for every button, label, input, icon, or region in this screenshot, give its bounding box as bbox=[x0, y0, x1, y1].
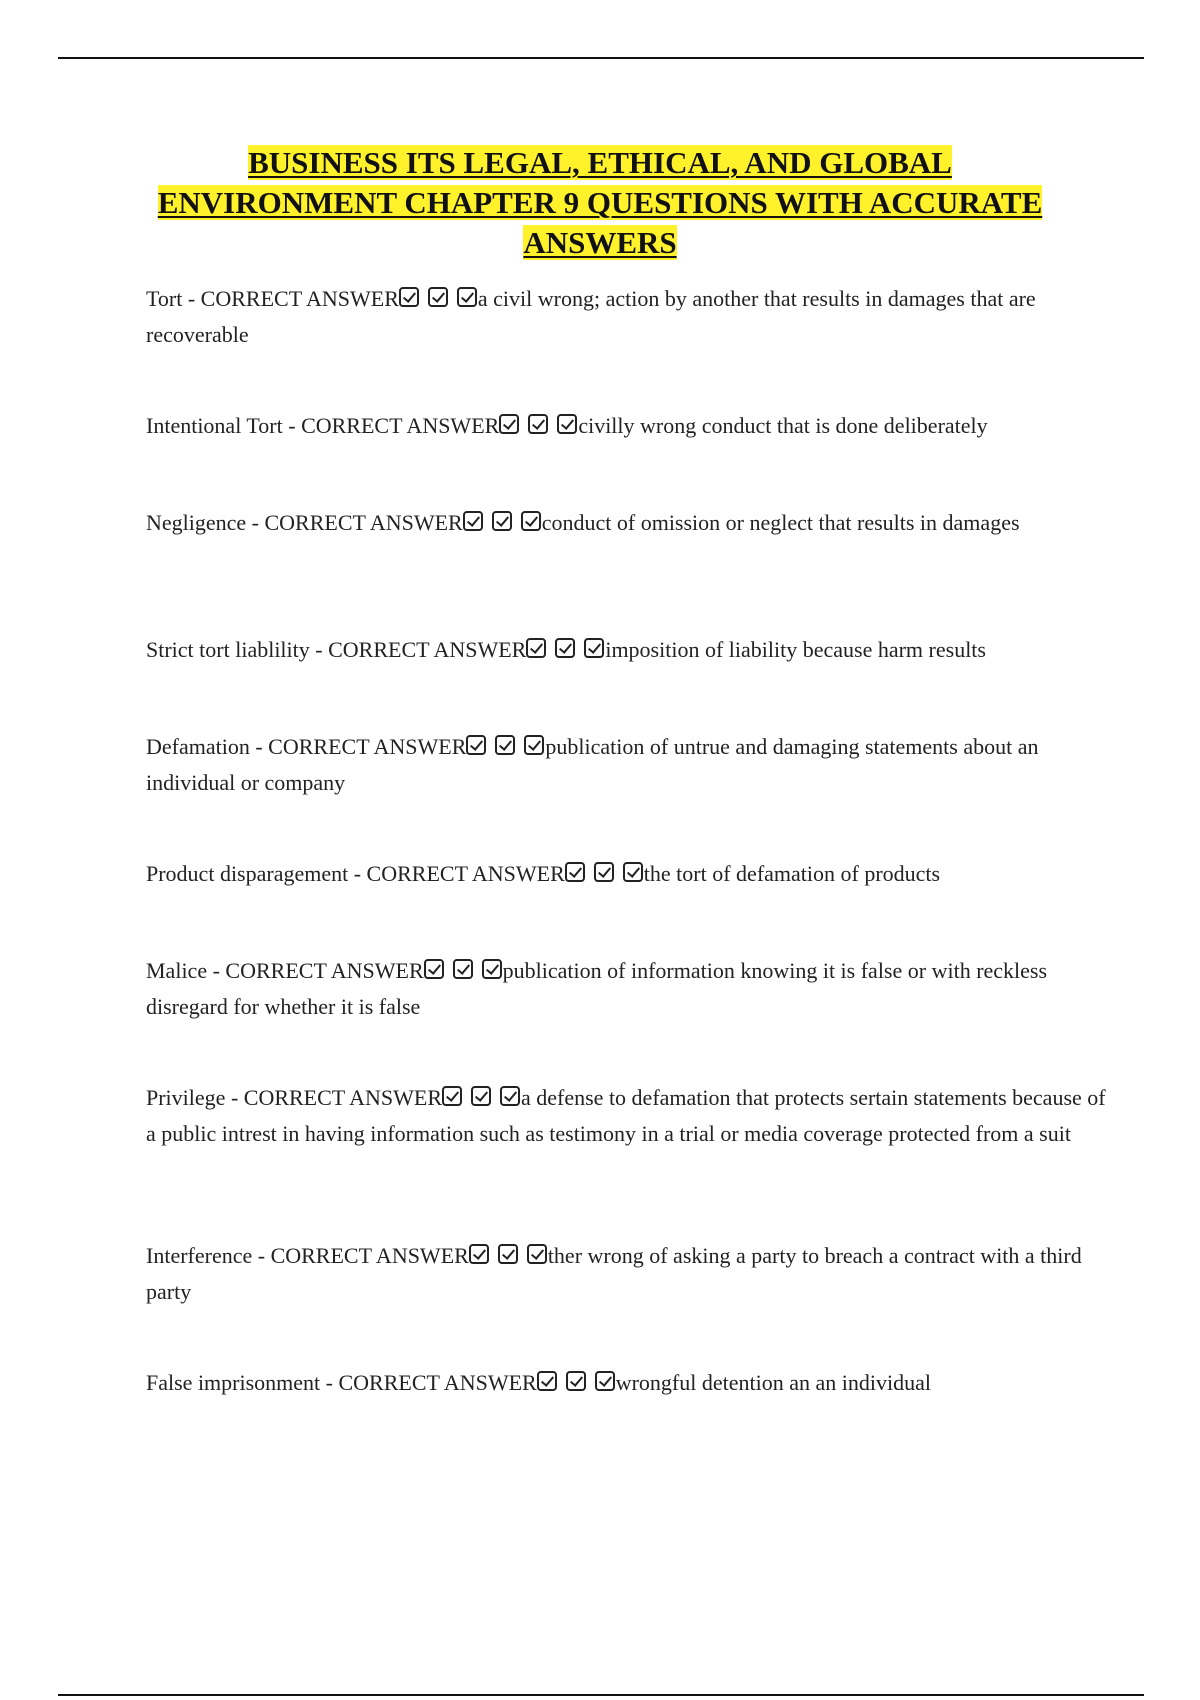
qa-answer: a defense to defamation that protects sertain statements because of a public intrest in having information such as testimony in a trial or media coverage protected from a suit bbox=[146, 1085, 1106, 1146]
qa-separator: - CORRECT ANSWER bbox=[348, 861, 565, 886]
qa-answer: conduct of omission or neglect that results in damages bbox=[541, 510, 1020, 535]
checkbox-icon bbox=[463, 511, 483, 531]
checkbox-icon bbox=[499, 414, 519, 434]
qa-separator: - CORRECT ANSWER bbox=[320, 1370, 537, 1395]
qa-term: Product disparagement bbox=[146, 861, 349, 886]
checkbox-icon bbox=[424, 959, 444, 979]
check-marks bbox=[424, 959, 502, 991]
document-title bbox=[140, 143, 1060, 263]
qa-item-defamation bbox=[146, 731, 1106, 799]
qa-answer: ther wrong of asking a party to breach a contract with a third party bbox=[146, 1243, 1082, 1304]
qa-item-privilege bbox=[146, 1082, 1106, 1150]
qa-answer: the tort of defamation of products bbox=[643, 861, 941, 886]
check-marks bbox=[469, 1244, 547, 1276]
qa-term: Privilege bbox=[146, 1085, 226, 1110]
qa-term: Intentional Tort bbox=[146, 413, 283, 438]
qa-separator: - CORRECT ANSWER bbox=[252, 1243, 469, 1268]
checkbox-icon bbox=[457, 287, 477, 307]
checkbox-icon bbox=[495, 735, 515, 755]
qa-term: Malice bbox=[146, 958, 208, 983]
checkbox-icon bbox=[526, 638, 546, 658]
qa-answer: imposition of liability because harm results bbox=[605, 637, 986, 662]
checkbox-icon bbox=[557, 414, 577, 434]
qa-separator: - CORRECT ANSWER bbox=[225, 1085, 442, 1110]
check-marks bbox=[442, 1086, 520, 1118]
checkbox-icon bbox=[623, 862, 643, 882]
checkbox-icon bbox=[595, 1371, 615, 1391]
checkbox-icon bbox=[469, 1244, 489, 1264]
qa-separator: - CORRECT ANSWER bbox=[207, 958, 424, 983]
checkbox-icon bbox=[584, 638, 604, 658]
checkbox-icon bbox=[442, 1086, 462, 1106]
checkbox-icon bbox=[528, 414, 548, 434]
check-marks bbox=[537, 1371, 615, 1403]
checkbox-icon bbox=[492, 511, 512, 531]
qa-item-product-disparagement bbox=[146, 858, 1106, 894]
qa-term: False imprisonment bbox=[146, 1370, 321, 1395]
checkbox-icon bbox=[566, 1371, 586, 1391]
check-marks bbox=[399, 287, 477, 319]
qa-item-false-imprisonment bbox=[146, 1367, 1106, 1403]
checkbox-icon bbox=[527, 1244, 547, 1264]
checkbox-icon bbox=[482, 959, 502, 979]
checkbox-icon bbox=[500, 1086, 520, 1106]
qa-term: Tort bbox=[146, 286, 183, 311]
qa-separator: - CORRECT ANSWER bbox=[309, 637, 527, 662]
checkbox-icon bbox=[555, 638, 575, 658]
qa-answer: publication of untrue and damaging statements about an individual or company bbox=[146, 734, 1039, 795]
checkbox-icon bbox=[594, 862, 614, 882]
check-marks bbox=[463, 511, 541, 543]
qa-answer: civilly wrong conduct that is done deliberately bbox=[578, 413, 988, 438]
check-marks bbox=[466, 735, 544, 767]
checkbox-icon bbox=[471, 1086, 491, 1106]
title-line-1: BUSINESS ITS LEGAL, ETHICAL, AND GLOBAL bbox=[248, 145, 952, 180]
qa-item-malice bbox=[146, 955, 1106, 1023]
checkbox-icon bbox=[399, 287, 419, 307]
qa-item-intentional-tort bbox=[146, 410, 1106, 446]
qa-answer: wrongful detention an an individual bbox=[615, 1370, 931, 1395]
checkbox-icon bbox=[565, 862, 585, 882]
checkbox-icon bbox=[466, 735, 486, 755]
title-line-2: ENVIRONMENT CHAPTER 9 QUESTIONS WITH ACCURATE bbox=[157, 185, 1043, 220]
title-line-3: ANSWERS bbox=[523, 225, 677, 260]
qa-item-interference bbox=[146, 1240, 1106, 1308]
bottom-rule bbox=[58, 1694, 1144, 1696]
checkbox-icon bbox=[521, 511, 541, 531]
check-marks bbox=[526, 638, 604, 670]
qa-separator: - CORRECT ANSWER bbox=[282, 413, 500, 438]
qa-answer: publication of information knowing it is false or with reckless disregard for whether it is false bbox=[146, 958, 1048, 1019]
qa-separator: - CORRECT ANSWER bbox=[182, 286, 399, 311]
checkbox-icon bbox=[498, 1244, 518, 1264]
qa-separator: - CORRECT ANSWER bbox=[249, 734, 467, 759]
qa-term: Interference bbox=[146, 1243, 253, 1268]
qa-separator: - CORRECT ANSWER bbox=[246, 510, 463, 535]
checkbox-icon bbox=[537, 1371, 557, 1391]
qa-answer: a civil wrong; action by another that results in damages that are recoverable bbox=[146, 286, 1036, 347]
checkbox-icon bbox=[428, 287, 448, 307]
qa-term: Strict tort liablility bbox=[146, 637, 310, 662]
top-rule bbox=[58, 57, 1144, 59]
checkbox-icon bbox=[524, 735, 544, 755]
check-marks bbox=[565, 862, 643, 894]
qa-term: Negligence bbox=[146, 510, 247, 535]
qa-item-negligence bbox=[146, 507, 1106, 543]
qa-term: Defamation bbox=[146, 734, 250, 759]
qa-item-tort bbox=[146, 283, 1106, 351]
checkbox-icon bbox=[453, 959, 473, 979]
qa-item-strict-tort-liability bbox=[146, 634, 1106, 670]
check-marks bbox=[499, 414, 577, 446]
